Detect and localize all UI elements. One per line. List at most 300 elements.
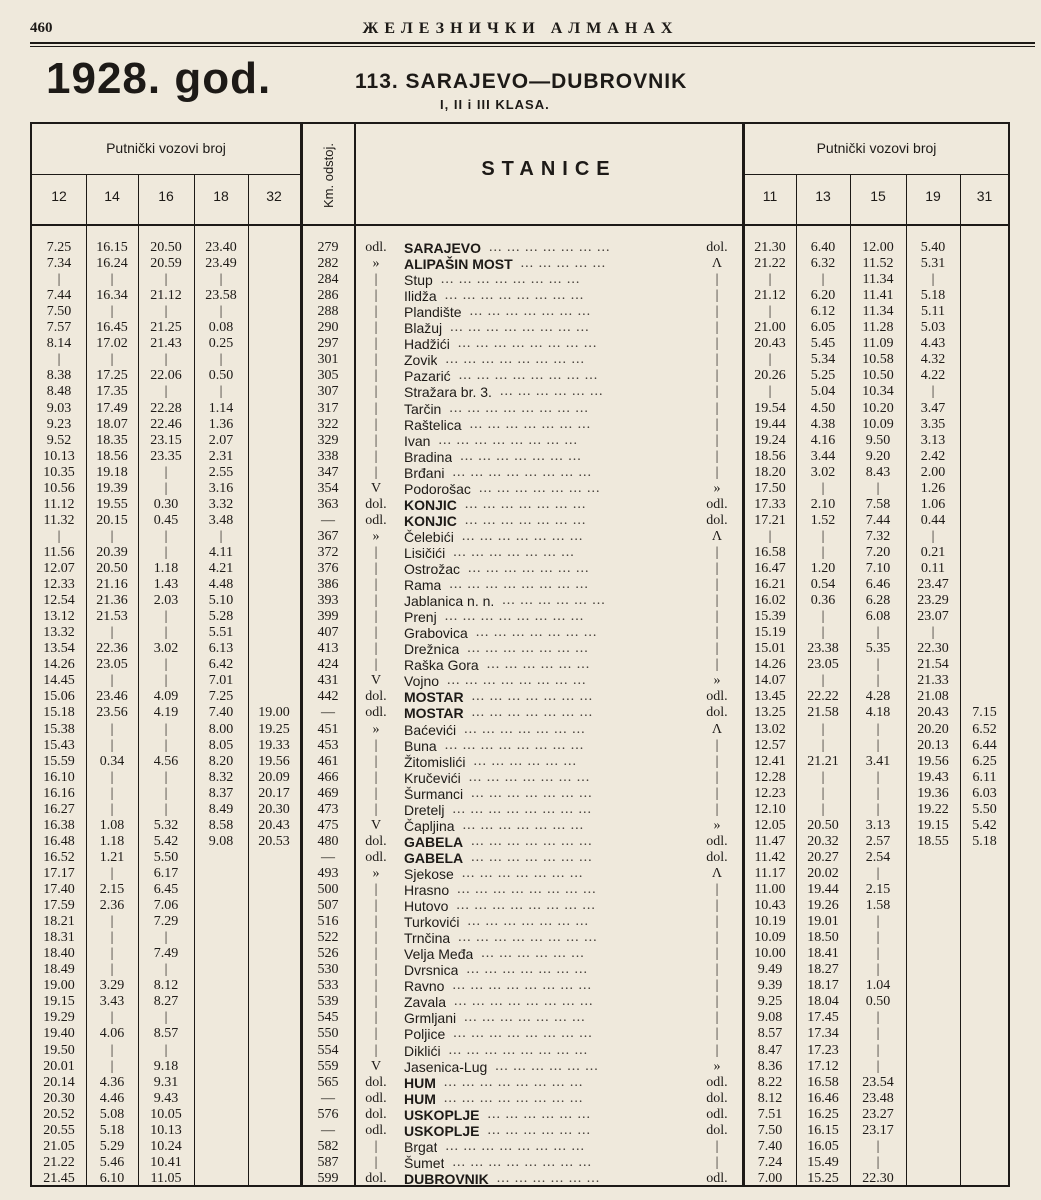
time-cell: 20.43 [754,336,786,352]
time-cell: 19.00 [43,978,75,994]
time-cell: 0.30 [153,496,179,512]
time-cell: 5.35 [865,641,891,657]
time-cell: 10.05 [150,1106,182,1122]
table-row [0,1139,1041,1155]
leader-dots: ... ... ... ... ... ... ... [471,849,593,865]
station-name: Bradina [404,448,453,465]
time-cell: 6.52 [972,721,997,737]
time-cell: | [110,785,114,801]
time-cell: 21.25 [150,320,182,336]
status-cell: » [713,1058,721,1074]
km-cell: 550 [317,1026,339,1042]
station-name: Buna [404,737,437,754]
time-cell: 15.25 [807,1170,839,1186]
station-name: Grabovica [404,625,468,642]
leader-dots: ... ... ... ... ... ... ... [468,769,591,785]
status-cell: odl. [365,849,387,865]
km-cell: 290 [317,320,339,336]
leader-dots: ... ... ... ... ... ... ... [471,833,593,849]
leader-dots: ... ... ... ... ... ... ... [461,528,584,544]
station-name: Stup [404,272,433,289]
time-cell: 5.08 [99,1106,125,1122]
time-cell: 11.09 [862,336,894,352]
status-cell: | [374,914,378,930]
time-cell: 1.52 [810,512,836,528]
time-cell: 4.50 [810,400,836,416]
time-cell: 11.28 [862,320,894,336]
table-row [0,898,1041,914]
time-cell: 5.46 [99,1154,125,1170]
time-cell: | [110,930,114,946]
leader-dots: ... ... ... ... ... ... ... [478,480,601,496]
time-cell: 11.47 [754,833,786,849]
status-cell: | [374,1042,378,1058]
status-cell: | [374,1026,378,1042]
km-cell: 399 [317,609,339,625]
time-cell: 17.33 [754,496,786,512]
km-cell: 576 [317,1106,339,1122]
time-cell: 12.41 [754,753,786,769]
time-cell: | [219,384,223,400]
time-cell: 8.00 [208,721,234,737]
time-cell: 19.40 [43,1026,75,1042]
status-cell: » [713,480,721,496]
status-cell: » [713,817,721,833]
time-cell: 23.38 [807,641,839,657]
table-row [0,272,1041,288]
time-cell: 9.25 [757,994,783,1010]
time-cell: 12.28 [754,769,786,785]
time-cell: 5.42 [153,833,179,849]
km-cell: 466 [317,769,339,785]
time-cell: 7.58 [865,496,891,512]
time-cell: 17.17 [43,865,75,881]
header-rule [30,42,1035,47]
time-cell: 0.50 [208,368,234,384]
station-name: Hadžići [404,336,450,353]
stations-label: STANICE [481,158,617,180]
table-row [0,288,1041,304]
time-cell: 11.00 [754,882,786,897]
status-cell: | [374,962,378,978]
time-cell: | [110,801,114,817]
time-cell: 15.19 [754,625,786,641]
station-name: ALIPAŠIN MOST [404,256,513,273]
time-cell: | [219,352,223,368]
train-number: 15 [870,188,886,204]
leader-dots: ... ... ... ... ... ... ... ... [438,432,578,448]
status-cell: | [374,544,378,560]
station-name: MOSTAR [404,705,464,722]
time-cell: 11.52 [862,256,894,272]
station-name: Jasenica-Lug [404,1058,488,1075]
time-cell: 20.50 [150,240,182,255]
status-cell: odl. [706,496,728,512]
train-number: 18 [213,188,229,204]
status-cell: | [374,994,378,1010]
station-name: Šumet [404,1154,445,1171]
status-cell: | [715,288,719,304]
time-cell: 3.13 [865,817,891,833]
table-row [0,336,1041,352]
time-cell: | [876,673,880,689]
table-row [0,978,1041,994]
time-cell: | [876,657,880,673]
table-row [0,368,1041,384]
status-cell: | [374,272,378,288]
time-cell: | [110,304,114,320]
km-cell: 413 [317,641,339,657]
table-row [0,657,1041,673]
time-cell: 19.43 [917,769,949,785]
time-cell: 23.05 [807,657,839,673]
leader-dots: ... ... ... ... ... ... ... ... [453,1026,593,1042]
time-cell: | [164,609,168,625]
time-cell: 9.50 [865,432,891,448]
status-cell: odl. [706,1106,728,1122]
status-cell: | [715,882,719,897]
status-cell: | [374,769,378,785]
time-cell: 19.22 [917,801,949,817]
leader-dots: ... ... ... ... ... ... ... ... [452,978,592,994]
time-cell: 20.52 [43,1106,75,1122]
station-name: Žitomislići [404,753,466,770]
time-cell: 12.33 [43,577,75,593]
table-row [0,1091,1041,1107]
leader-dots: ... ... ... ... ... ... ... ... [443,1090,584,1106]
time-cell: | [164,625,168,641]
time-cell: | [821,785,825,801]
status-cell: | [374,464,378,480]
km-cell: 393 [317,593,339,609]
table-row [0,834,1041,850]
status-cell: dol. [365,833,387,849]
time-cell: 9.43 [153,1090,179,1106]
leader-dots: ... ... ... ... ... ... ... ... [450,320,590,336]
time-cell: 7.15 [972,705,997,721]
time-cell: 6.28 [865,593,891,609]
time-cell: 2.15 [865,882,891,897]
train-number: 16 [158,188,174,204]
time-cell: 15.59 [43,753,75,769]
header-bottom-rule [32,224,1009,226]
time-cell: 15.06 [43,689,75,705]
time-cell: 23.48 [862,1090,894,1106]
station-name: Hrasno [404,882,450,898]
time-cell: 6.10 [99,1170,125,1186]
time-cell: 9.49 [757,962,783,978]
time-cell: 3.44 [810,448,836,464]
leader-dots: ... ... ... ... ... ... ... [464,721,586,737]
time-cell: 2.31 [208,448,234,464]
leader-dots: ... ... ... ... ... ... [502,593,606,609]
time-cell: 0.44 [920,512,946,528]
km-label: Km. odstoj. [321,142,337,208]
time-cell: | [110,769,114,785]
status-cell: | [374,898,378,914]
time-cell: 4.22 [920,368,946,384]
station-name: Zavala [404,994,447,1011]
km-cell: 453 [317,737,339,753]
time-cell: 13.54 [43,641,75,657]
time-cell: | [821,480,825,496]
time-cell: 22.22 [807,689,839,705]
time-cell: 23.54 [862,1074,894,1090]
time-cell: 0.08 [208,320,234,336]
time-cell: 7.51 [757,1106,783,1122]
time-cell: 20.30 [258,801,290,817]
station-name: Jablanica n. n. [404,593,495,610]
leader-dots: ... ... ... ... ... ... ... ... [452,464,592,480]
time-cell: 4.38 [810,416,836,432]
status-cell: | [715,1010,719,1026]
table-row [0,689,1041,705]
km-cell: 500 [317,882,339,897]
km-cell: 559 [317,1058,339,1074]
time-cell: | [931,272,935,288]
leader-dots: ... ... ... ... ... ... [481,946,585,962]
leader-dots: ... ... ... ... ... ... [487,1122,591,1138]
time-cell: 6.05 [810,320,836,336]
time-cell: 8.48 [46,384,72,400]
time-cell: 4.56 [153,753,179,769]
time-cell: 16.24 [96,256,128,272]
station-name: MOSTAR [404,689,464,706]
time-cell: | [821,625,825,641]
time-cell: 5.10 [208,593,234,609]
time-cell: 20.43 [917,705,949,721]
time-cell: 0.50 [865,994,891,1010]
time-cell: 13.02 [754,721,786,737]
time-cell: 7.49 [153,946,179,962]
status-cell: dol. [706,705,728,721]
time-cell: 7.24 [757,1154,783,1170]
time-cell: 13.25 [754,705,786,721]
time-cell: 13.45 [754,689,786,705]
status-cell: | [715,416,719,432]
time-cell: 4.06 [99,1026,125,1042]
station-name: Pazarić [404,368,451,385]
station-name: Plandište [404,304,462,321]
time-cell: | [768,304,772,320]
time-cell: 4.32 [920,352,946,368]
time-cell: 6.32 [810,256,836,272]
time-cell: 13.32 [43,625,75,641]
km-cell: 461 [317,753,339,769]
time-cell: 18.40 [43,946,75,962]
table-row [0,497,1041,513]
time-cell: 8.05 [208,737,234,753]
time-cell: 10.09 [862,416,894,432]
station-name: Poljice [404,1026,446,1043]
status-cell: | [715,994,719,1010]
time-cell: 18.56 [754,448,786,464]
table-row [0,401,1041,417]
time-cell: 15.18 [43,705,75,721]
time-cell: 8.12 [153,978,179,994]
leader-dots: ... ... ... ... ... ... ... ... [444,609,585,625]
time-cell: 15.01 [754,641,786,657]
leader-dots: ... ... ... ... ... ... ... [466,962,588,978]
time-cell: | [219,304,223,320]
km-cell: 451 [317,721,339,737]
time-cell: | [164,464,168,480]
time-cell: 2.03 [153,593,179,609]
time-cell: 4.36 [99,1074,125,1090]
time-cell: 15.38 [43,721,75,737]
table-row [0,256,1041,272]
time-cell: 19.54 [754,400,786,416]
leader-dots: ... ... ... ... ... [520,256,607,272]
time-cell: 6.12 [810,304,836,320]
time-cell: 14.45 [43,673,75,689]
time-cell: | [110,946,114,962]
time-cell: 8.57 [757,1026,783,1042]
km-cell: 307 [317,384,339,400]
leader-dots: ... ... ... ... ... ... [496,1170,601,1186]
time-cell: 1.21 [99,849,125,865]
status-cell: | [374,641,378,657]
time-cell: 5.04 [810,384,836,400]
status-cell: | [715,544,719,560]
time-cell: 22.36 [96,641,128,657]
status-cell: dol. [365,496,387,512]
table-row [0,673,1041,689]
status-cell: | [374,304,378,320]
time-cell: 20.43 [258,817,290,833]
time-cell: | [821,769,825,785]
time-cell: 8.43 [865,464,891,480]
time-cell: 8.47 [757,1042,783,1058]
status-cell: | [374,930,378,946]
time-cell: 20.27 [807,849,839,865]
time-cell: 1.06 [920,496,946,512]
km-cell: 372 [317,544,339,560]
classes-label: I, II i III KLASA. [440,97,550,112]
station-name: HUM [404,1090,436,1107]
time-cell: | [164,801,168,817]
leader-dots: ... ... ... ... ... ... [486,657,591,673]
time-cell: 18.49 [43,962,75,978]
time-cell: | [931,384,935,400]
leader-dots: ... ... ... ... ... ... ... ... [444,737,585,753]
station-name: Brgat [404,1138,438,1155]
table-row [0,577,1041,593]
time-cell: 0.34 [99,753,125,769]
status-cell: | [374,657,378,673]
km-cell: 305 [317,368,339,384]
time-cell: 4.48 [208,577,234,593]
page-number: 460 [30,20,53,36]
km-cell: 317 [317,400,339,416]
time-cell: 16.58 [754,544,786,560]
status-cell: | [715,1154,719,1170]
time-cell: 8.12 [757,1090,783,1106]
time-cell: 16.45 [96,320,128,336]
table-row [0,465,1041,481]
time-cell: 8.38 [46,368,72,384]
time-cell: | [110,625,114,641]
status-cell: | [715,1026,719,1042]
leader-dots: ... ... ... ... ... ... ... [467,641,589,657]
time-cell: 8.20 [208,753,234,769]
km-cell: 530 [317,962,339,978]
table-row [0,754,1041,770]
time-cell: | [57,528,61,544]
year-label: 1928. god. [46,54,272,103]
status-cell: | [715,1042,719,1058]
leader-dots: ... ... ... ... ... ... ... [489,240,611,255]
time-cell: 9.08 [757,1010,783,1026]
time-cell: 21.12 [754,288,786,304]
time-cell: | [164,384,168,400]
time-cell: | [821,272,825,288]
time-cell: 1.36 [208,416,234,432]
time-cell: 21.16 [96,577,128,593]
table-row [0,240,1041,256]
status-cell: | [715,785,719,801]
status-cell: | [715,801,719,817]
time-cell: 8.27 [153,994,179,1010]
table-row [0,1026,1041,1042]
time-cell: 10.13 [43,448,75,464]
time-cell: 1.58 [865,898,891,914]
time-cell: 23.56 [96,705,128,721]
time-cell: | [876,737,880,753]
time-cell: 16.15 [807,1122,839,1138]
table-row [0,962,1041,978]
time-cell: 21.05 [43,1138,75,1154]
km-cell: 407 [317,625,339,641]
status-cell: | [715,657,719,673]
table-row [0,352,1041,368]
km-cell: 347 [317,464,339,480]
km-cell: 297 [317,336,339,352]
time-cell: 16.02 [754,593,786,609]
time-cell: 10.35 [43,464,75,480]
status-cell: | [715,914,719,930]
leader-dots: ... ... ... ... ... ... ... ... [454,994,594,1010]
time-cell: 23.05 [96,657,128,673]
station-name: Raštelica [404,416,462,433]
time-cell: 9.18 [153,1058,179,1074]
table-row [0,513,1041,529]
time-cell: 18.56 [96,448,128,464]
time-cell: 5.32 [153,817,179,833]
table-row [0,433,1041,449]
table-row [0,529,1041,545]
time-cell: | [164,352,168,368]
time-cell: | [876,769,880,785]
leader-dots: ... ... ... ... ... ... ... [469,416,592,432]
km-cell: 376 [317,561,339,576]
time-cell: 16.25 [807,1106,839,1122]
status-cell: | [715,368,719,384]
km-cell: — [321,512,335,528]
km-cell: 493 [317,865,339,881]
time-cell: 21.45 [43,1170,75,1186]
time-cell: 6.25 [972,753,997,769]
time-cell: 7.29 [153,914,179,930]
time-cell: 6.45 [153,882,179,897]
time-cell: 21.30 [754,240,786,255]
status-cell: | [715,400,719,416]
station-name: GABELA [404,849,464,866]
time-cell: 0.11 [921,561,945,576]
status-cell: | [715,946,719,962]
time-cell: 2.42 [920,448,946,464]
station-name: USKOPLJE [404,1122,480,1139]
